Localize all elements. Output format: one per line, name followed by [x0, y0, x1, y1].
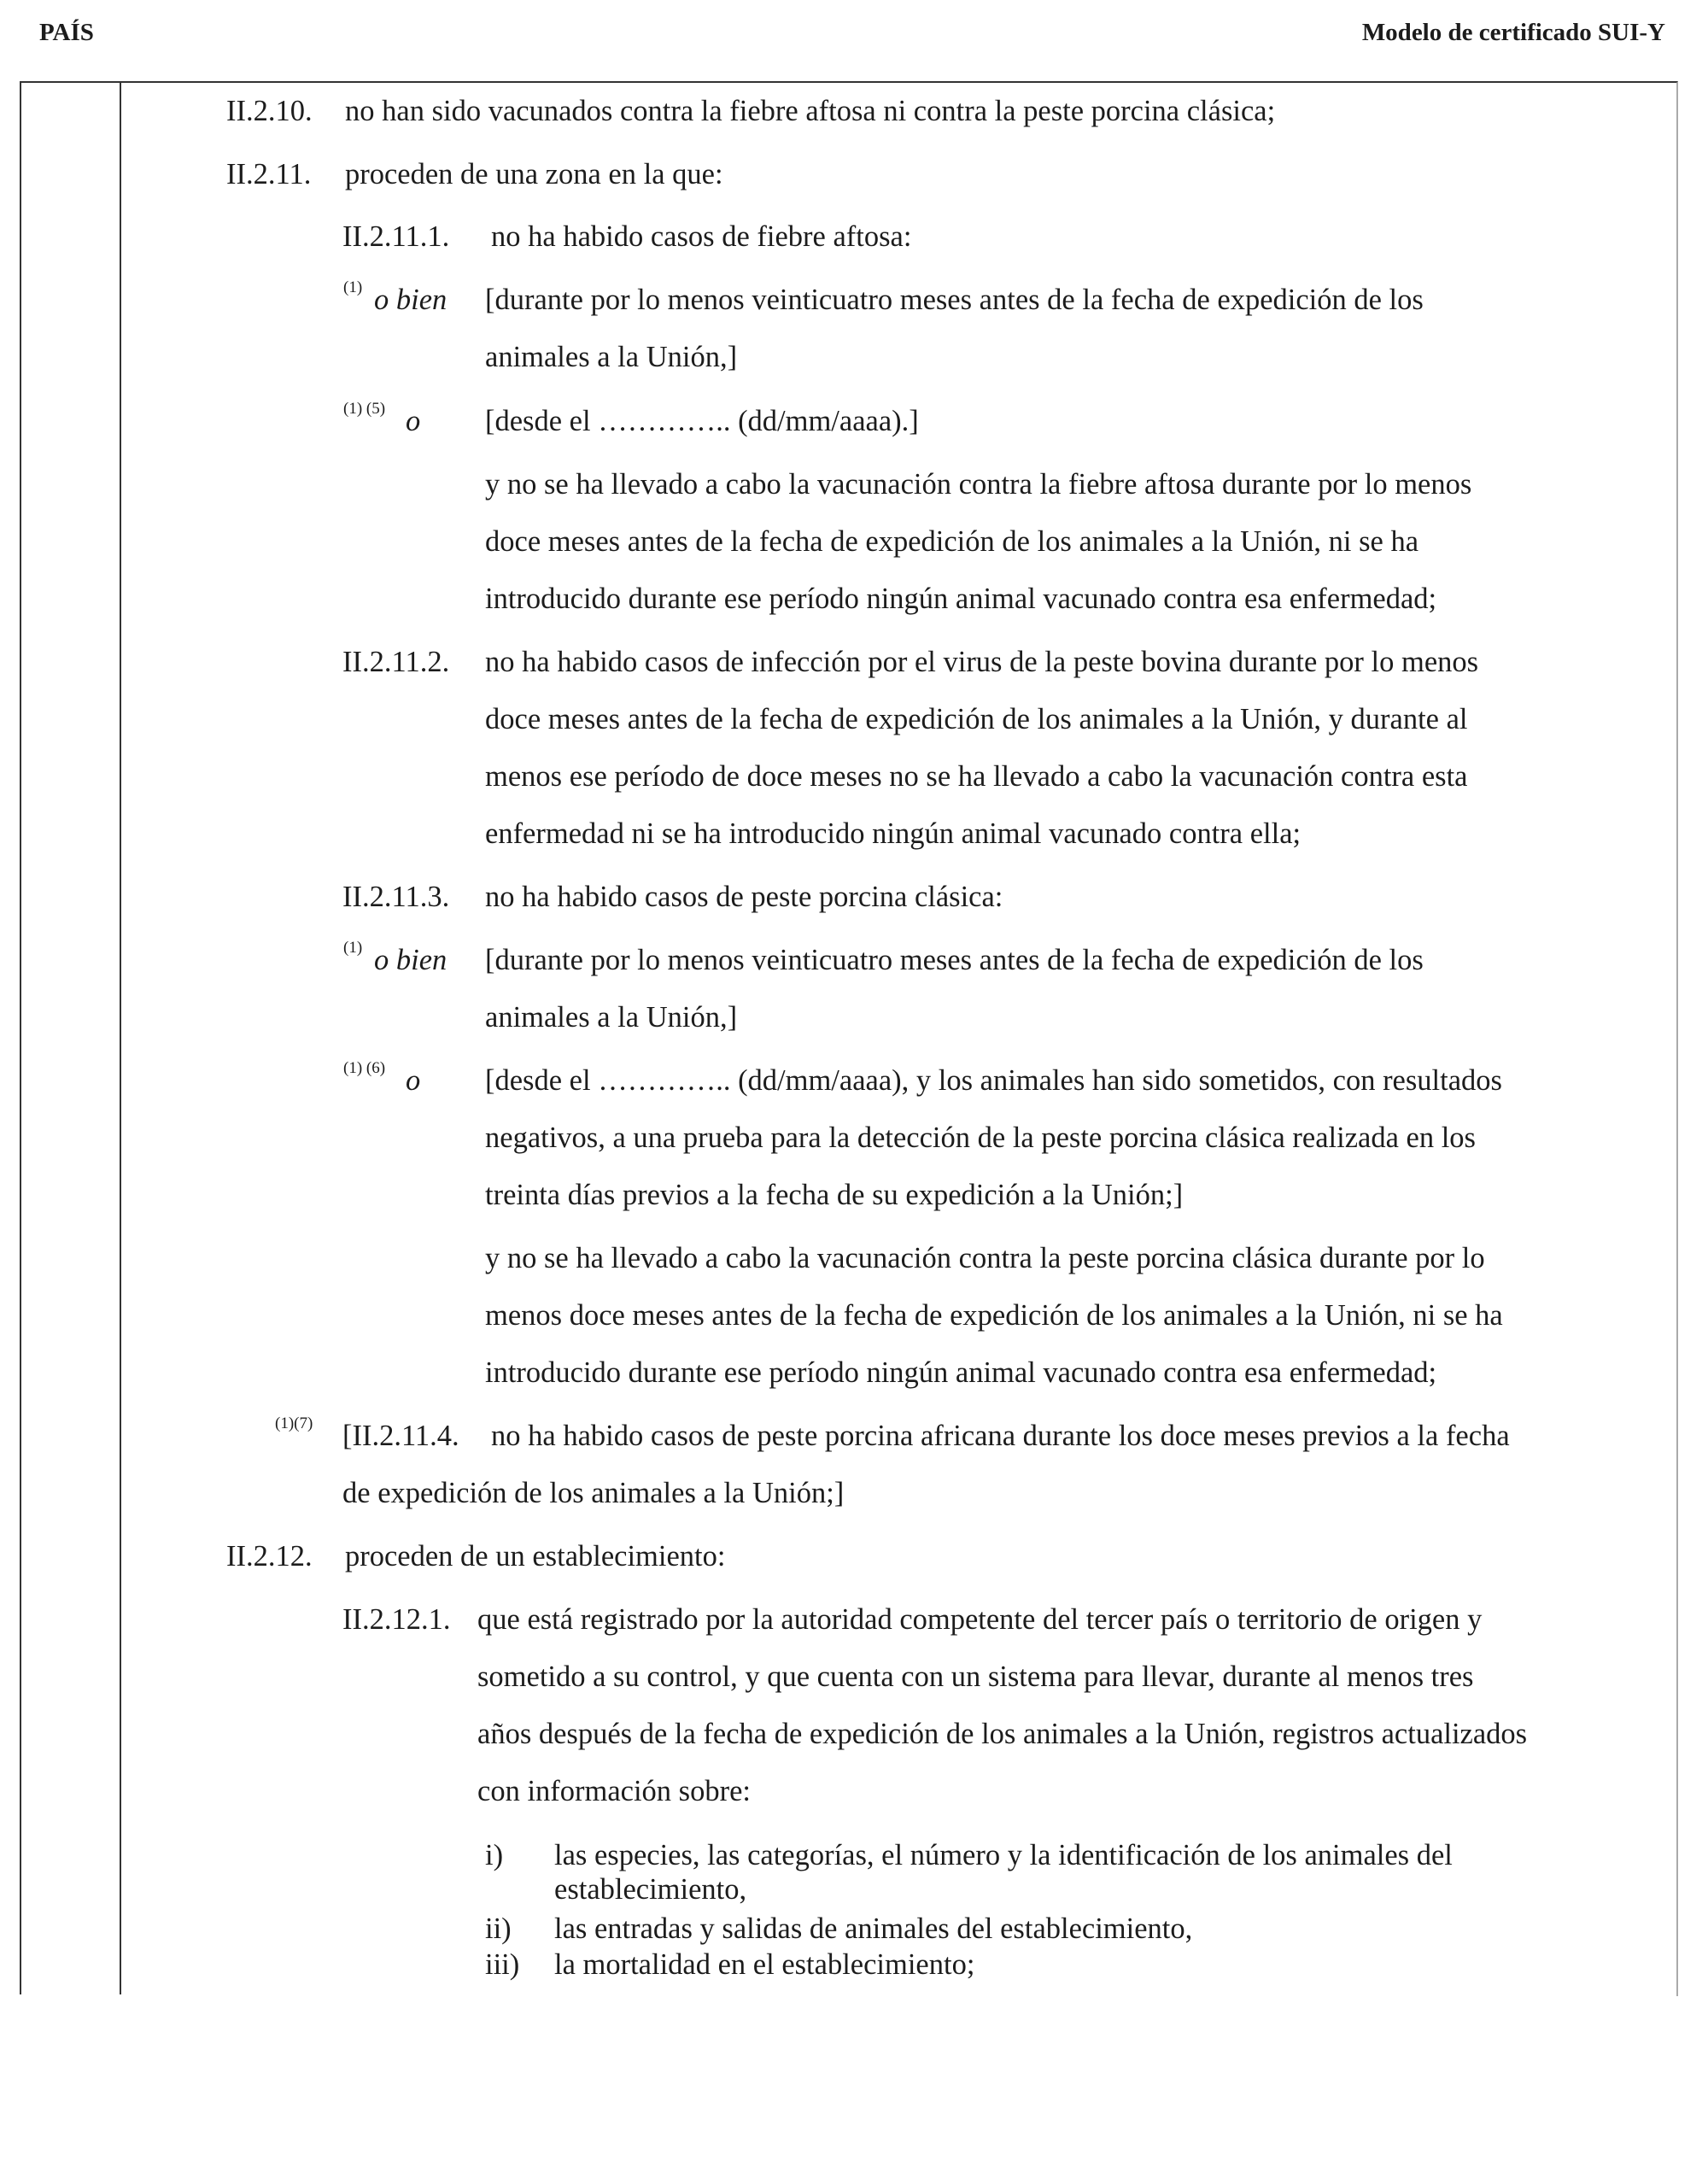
clause-text: introducido durante ese período ningún animal vacunado contra esa enfermedad; — [485, 583, 1437, 615]
footnote-ref: (1) — [343, 278, 363, 296]
list-item-text: la mortalidad en el establecimiento; — [554, 1948, 975, 1981]
frame-left-border — [20, 81, 21, 1994]
clause-text: y no se ha llevado a cabo la vacunación contra la fiebre aftosa durante por lo menos — [485, 468, 1472, 501]
clause-text: que está registrado por la autoridad competente del tercer país o territorio de origen y — [477, 1603, 1483, 1636]
clause-text: [desde el ………….. (dd/mm/aaaa), y los animales han sido sometidos, con resultados — [485, 1064, 1502, 1097]
clause-text: animales a la Unión,] — [485, 1001, 738, 1034]
clause-text: proceden de un establecimiento: — [345, 1540, 726, 1573]
header-model: Modelo de certificado SUI-Y — [1361, 19, 1665, 46]
clause-text: con información sobre: — [477, 1775, 751, 1807]
clause-text: enfermedad ni se ha introducido ningún animal vacunado contra ella; — [485, 817, 1301, 850]
list-marker: i) — [485, 1839, 504, 1871]
clause-text: doce meses antes de la fecha de expedición de los animales a la Unión, ni se ha — [485, 525, 1419, 558]
clause-text: treinta días previos a la fecha de su expedición a la Unión;] — [485, 1179, 1184, 1211]
list-item-text: las especies, las categorías, el número y la identificación de los animales del — [554, 1839, 1453, 1871]
header-country: PAÍS — [39, 19, 94, 46]
clause-text: no ha habido casos de peste porcina clásica: — [485, 881, 1003, 913]
footnote-ref: (1) (6) — [343, 1059, 386, 1077]
clause-text: sometido a su control, y que cuenta con un sistema para llevar, durante al menos tres — [477, 1660, 1474, 1693]
clause-number: II.2.12.1. — [342, 1603, 451, 1636]
clause-number: II.2.11. — [226, 158, 312, 190]
clause-number: II.2.11.3. — [342, 881, 450, 913]
footnote-ref: (1)(7) — [275, 1414, 313, 1432]
clause-text: años después de la fecha de expedición de los animales a la Unión, registros actualizados — [477, 1718, 1528, 1750]
clause-text: no ha habido casos de peste porcina africana durante los doce meses previos a la fecha — [491, 1420, 1510, 1452]
clause-text: menos doce meses antes de la fecha de expedición de los animales a la Unión, ni se ha — [485, 1299, 1503, 1332]
clause-text: no ha habido casos de infección por el virus de la peste bovina durante por lo menos — [485, 646, 1479, 678]
clause-number: II.2.11.2. — [342, 646, 450, 678]
list-marker: ii) — [485, 1912, 512, 1945]
clause-text: de expedición de los animales a la Unión;] — [342, 1477, 845, 1509]
clause-text: y no se ha llevado a cabo la vacunación contra la peste porcina clásica durante por lo — [485, 1242, 1485, 1274]
clause-text: [desde el ………….. (dd/mm/aaaa).] — [485, 405, 919, 437]
clause-text: no han sido vacunados contra la fiebre aftosa ni contra la peste porcina clásica; — [345, 95, 1276, 127]
list-marker: iii) — [485, 1948, 520, 1981]
frame-column-divider — [120, 81, 121, 1994]
clause-number: II.2.10. — [226, 95, 313, 127]
option-label: o — [406, 1064, 421, 1097]
clause-text: proceden de una zona en la que: — [345, 158, 723, 190]
certificate-frame — [20, 81, 1678, 1996]
option-label: o bien — [374, 944, 447, 976]
list-item-text: establecimiento, — [554, 1873, 747, 1906]
clause-text: [durante por lo menos veinticuatro meses antes de la fecha de expedición de los — [485, 284, 1424, 316]
option-label: o — [406, 405, 421, 437]
footnote-ref: (1) (5) — [343, 400, 386, 418]
clause-number: [II.2.11.4. — [342, 1420, 459, 1452]
clause-text: negativos, a una prueba para la detección de la peste porcina clásica realizada en los — [485, 1122, 1476, 1154]
option-label: o bien — [374, 284, 447, 316]
footnote-ref: (1) — [343, 939, 363, 957]
list-item-text: las entradas y salidas de animales del establecimiento, — [554, 1912, 1193, 1945]
clause-number: II.2.12. — [226, 1540, 313, 1573]
clause-text: doce meses antes de la fecha de expedición de los animales a la Unión, y durante al — [485, 703, 1468, 735]
clause-text: [durante por lo menos veinticuatro meses antes de la fecha de expedición de los — [485, 944, 1424, 976]
clause-text: introducido durante ese período ningún animal vacunado contra esa enfermedad; — [485, 1356, 1437, 1389]
clause-text: menos ese período de doce meses no se ha llevado a cabo la vacunación contra esta — [485, 760, 1468, 793]
clause-text: animales a la Unión,] — [485, 341, 738, 373]
clause-text: no ha habido casos de fiebre aftosa: — [491, 220, 912, 253]
clause-number: II.2.11.1. — [342, 220, 450, 253]
